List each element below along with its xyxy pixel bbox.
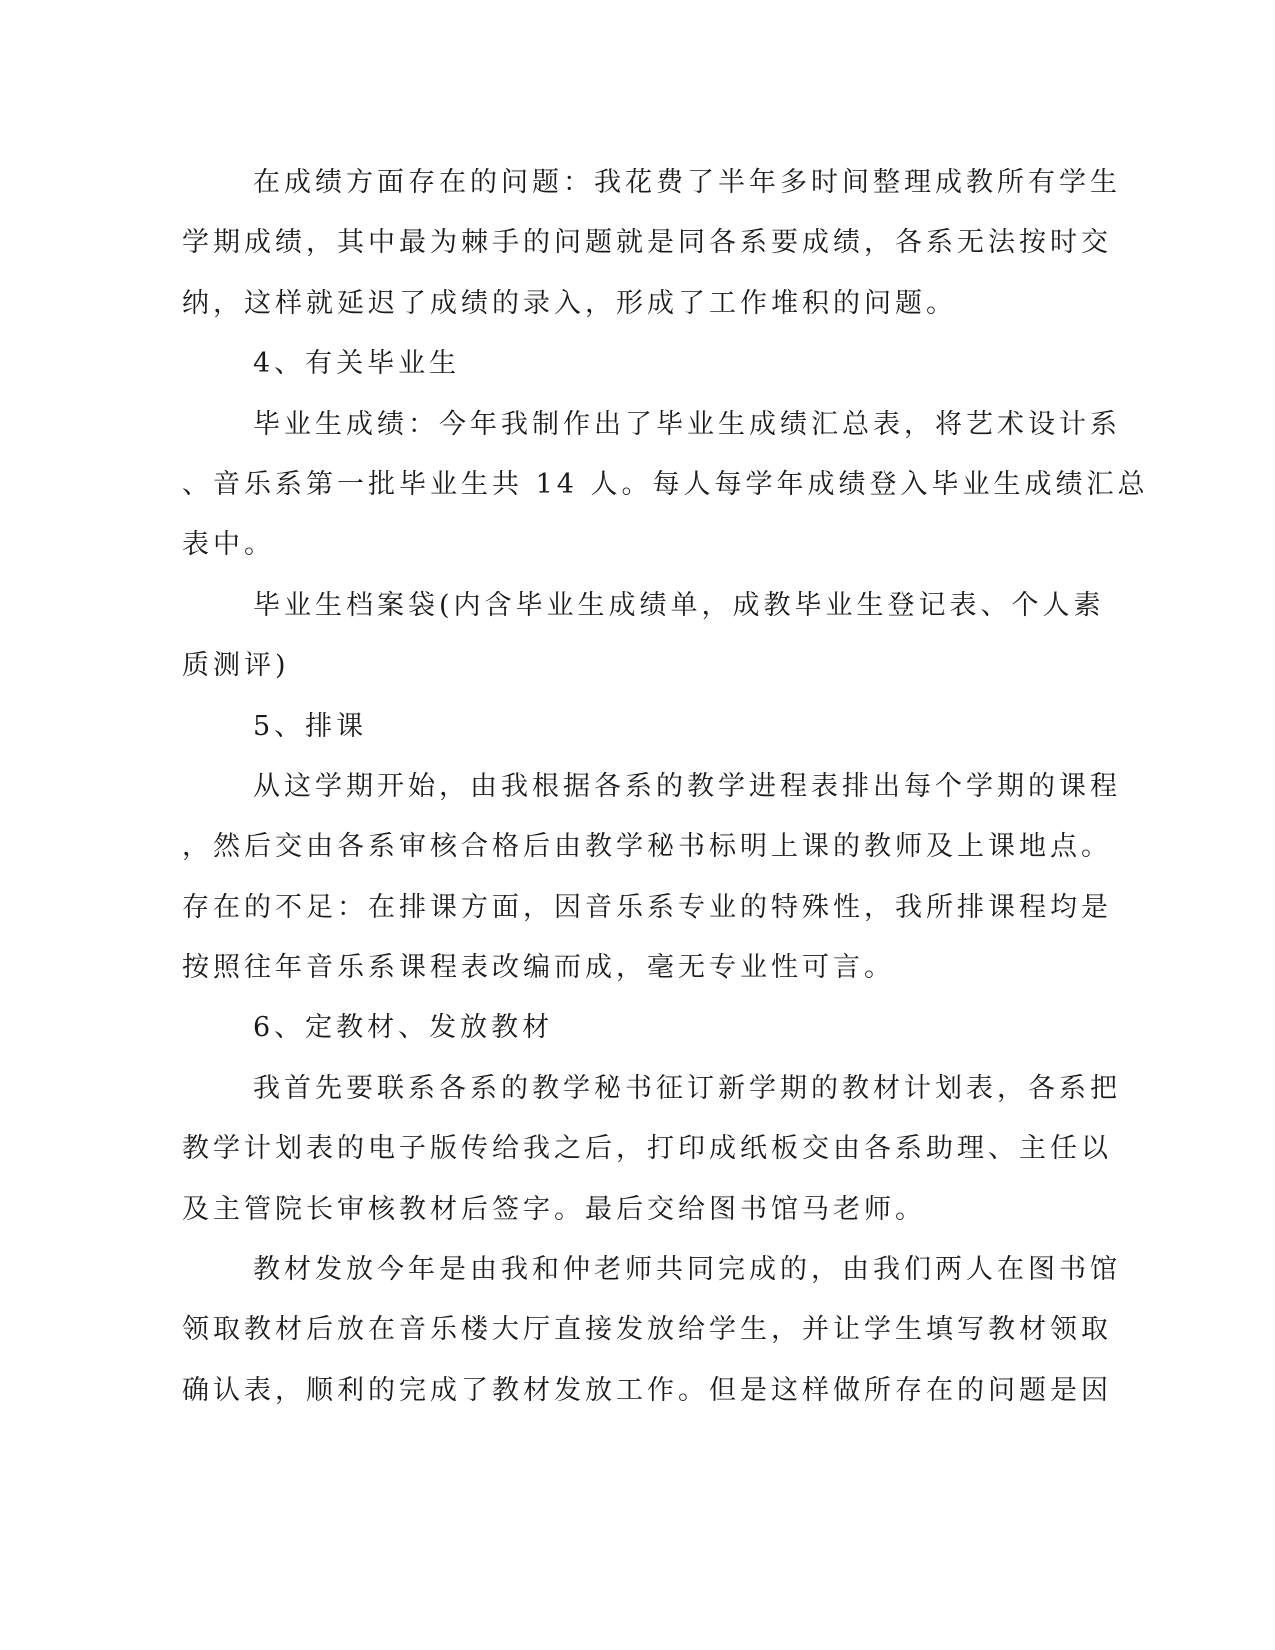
text-line: 纳，这样就延迟了成绩的录入，形成了工作堆积的问题。 bbox=[182, 287, 957, 319]
text-line: 表中。 bbox=[182, 529, 275, 561]
text-line: 我首先要联系各系的教学秘书征订新学期的教材计划表，各系把 bbox=[253, 1072, 1121, 1104]
text-line: 从这学期开始，由我根据各系的教学进程表排出每个学期的课程 bbox=[253, 770, 1121, 802]
text-line: 及主管院长审核教材后签字。最后交给图书馆马老师。 bbox=[182, 1193, 926, 1225]
text-line: ，然后交由各系审核合格后由教学秘书标明上课的教师及上课地点。 bbox=[182, 831, 1112, 863]
text-line: 教学计划表的电子版传给我之后，打印成纸板交由各系助理、主任以 bbox=[182, 1133, 1112, 1165]
text-line: 在成绩方面存在的问题：我花费了半年多时间整理成教所有学生 bbox=[253, 167, 1121, 198]
text-line: 、音乐系第一批毕业生共 14 人。每人每学年成绩登入毕业生成绩汇总 bbox=[182, 468, 1149, 500]
text-line: 质测评) bbox=[182, 650, 290, 682]
text-line: 学期成绩，其中最为棘手的问题就是同各系要成绩，各系无法按时交 bbox=[182, 227, 1112, 259]
text-line: 存在的不足：在排课方面，因音乐系专业的特殊性，我所排课程均是 bbox=[182, 891, 1112, 923]
text-line: 领取教材后放在音乐楼大厅直接发放给学生，并让学生填写教材领取 bbox=[182, 1314, 1112, 1346]
section-heading: 4、有关毕业生 bbox=[253, 348, 461, 380]
section-heading: 5、排课 bbox=[253, 710, 368, 742]
text-line: 毕业生成绩：今年我制作出了毕业生成绩汇总表，将艺术设计系 bbox=[253, 408, 1121, 440]
text-line: 确认表，顺利的完成了教材发放工作。但是这样做所存在的问题是因 bbox=[182, 1374, 1112, 1406]
text-line: 毕业生档案袋(内含毕业生成绩单，成教毕业生登记表、个人素 bbox=[253, 589, 1105, 621]
text-line: 教材发放今年是由我和仲老师共同完成的，由我们两人在图书馆 bbox=[253, 1254, 1121, 1286]
section-heading: 6、定教材、发放教材 bbox=[253, 1012, 554, 1044]
document-body bbox=[182, 160, 1149, 1428]
text-line: 按照往年音乐系课程表改编而成，毫无专业性可言。 bbox=[182, 952, 895, 984]
